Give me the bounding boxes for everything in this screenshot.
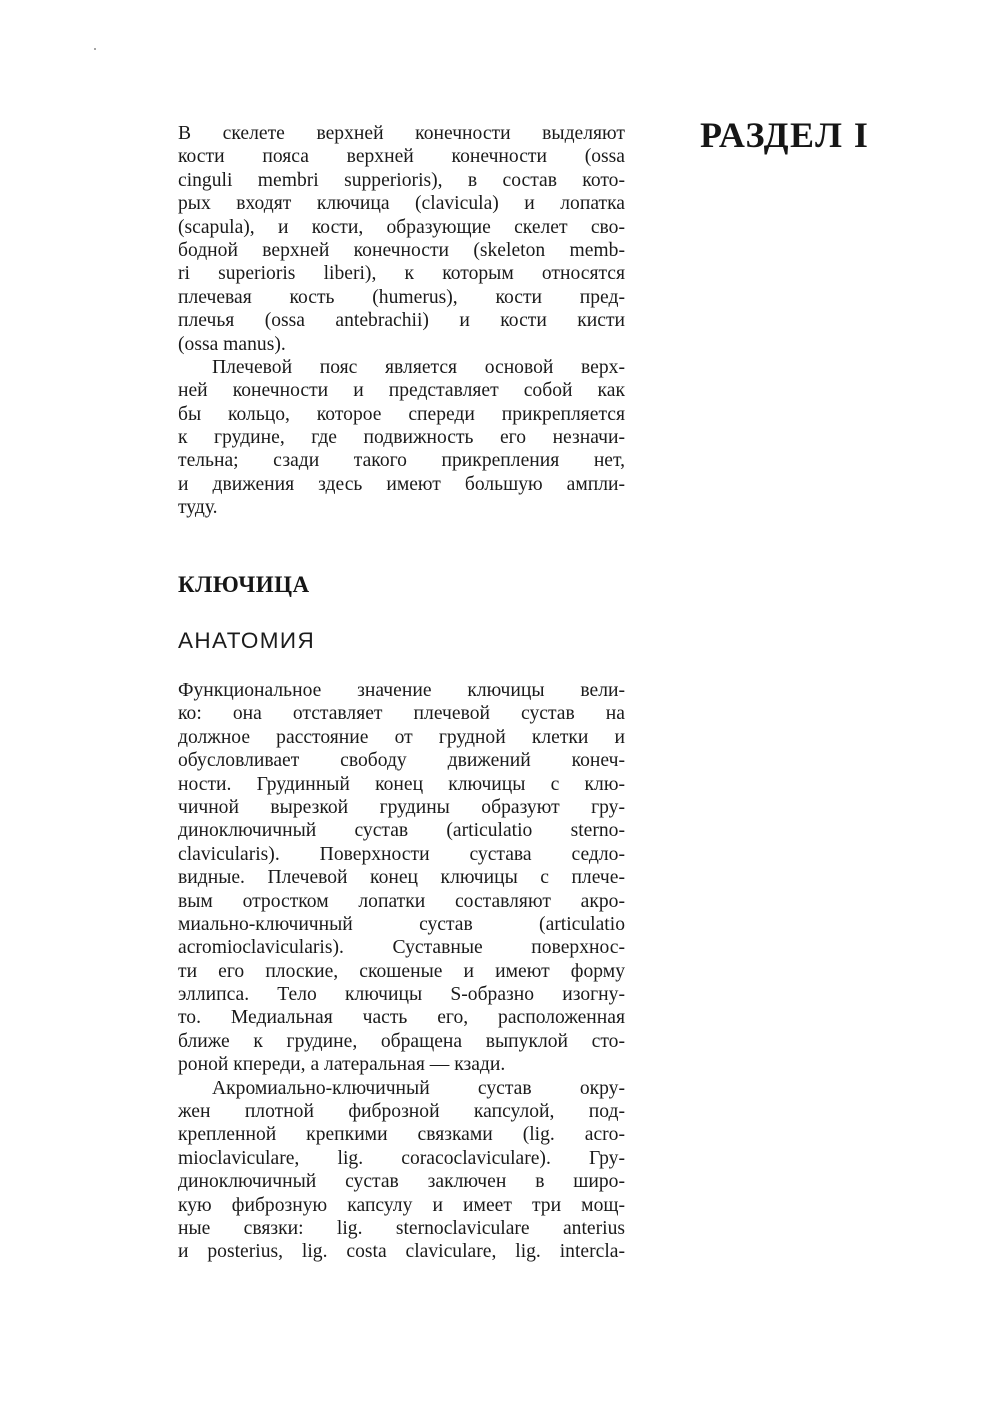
intro-paragraph-1	[178, 122, 625, 356]
text-line: плечья (ossa antebrachii) и кости кисти	[178, 310, 625, 332]
text-line: acromioclavicularis). Суставные поверхнос-	[178, 937, 625, 959]
text-line: Функциональное значение ключицы вели-	[178, 680, 625, 701]
text-line: то. Медиальная часть его, расположенная	[178, 1007, 625, 1029]
text-line: (scapula), и кости, образующие скелет сво-	[178, 216, 625, 238]
text-line: бодной верхней конечности (skeleton memb-	[178, 239, 625, 261]
text-line: роной кпереди, а латеральная — кзади.	[178, 1054, 506, 1076]
text-line: ближе к грудине, обращена выпуклой сто-	[178, 1030, 625, 1052]
text-line: плечевая кость (humerus), кости пред-	[178, 286, 625, 308]
text-line: диноключичный сустав заключен в широ-	[178, 1171, 625, 1193]
text-line: жен плотной фиброзной капсулой, под-	[178, 1101, 625, 1123]
text-line: миально-ключичный сустав (articulatio	[178, 913, 625, 935]
text-line: В скелете верхней конечности выделяют	[178, 123, 625, 144]
text-line: и движения здесь имеют большую ампли-	[178, 473, 625, 495]
section-title: РАЗДЕЛ I	[700, 115, 870, 155]
intro-paragraph-2	[178, 356, 625, 520]
text-line: Акромиально-ключичный сустав окру-	[212, 1077, 625, 1099]
text-line: ко: она отставляет плечевой сустав на	[178, 703, 625, 725]
text-line: mioclaviculare, lig. coracoclaviculare). Гру-	[178, 1147, 625, 1169]
text-line: эллипса. Тело ключицы S-образно изогну-	[178, 984, 625, 1006]
text-line: диноключичный сустав (articulatio sterno-	[178, 820, 625, 842]
text-line: ные связки: lig. sternoclaviculare anterius	[178, 1217, 625, 1239]
intro-text	[178, 122, 625, 520]
text-line: (ossa manus).	[178, 333, 286, 355]
text-line: кую фиброзную капсулу и имеет три мощ-	[178, 1194, 625, 1216]
text-line: ти его плоские, скошеные и имеют форму	[178, 960, 625, 982]
text-line: ности. Грудинный конец ключицы с клю-	[178, 773, 625, 795]
text-line: вым отростком лопатки составляют акро-	[178, 890, 625, 912]
body-text	[178, 679, 625, 1264]
text-line: и posterius, lig. costa claviculare, lig. intercla-	[178, 1241, 625, 1263]
text-line: clavicularis). Поверхности сустава седло-	[178, 843, 625, 865]
body-paragraph-2	[178, 1077, 625, 1264]
scan-speck	[94, 48, 96, 50]
text-line: бы кольцо, которое спереди прикрепляется	[178, 403, 625, 425]
text-line: крепленной крепкими связками (lig. acro-	[178, 1124, 625, 1146]
text-line: рых входят ключица (clavicula) и лопатка	[178, 193, 625, 215]
text-line: кости пояса верхней конечности (ossa	[178, 146, 625, 168]
text-line: Плечевой пояс является основой верх-	[212, 356, 625, 378]
text-line: должное расстояние от грудной клетки и	[178, 726, 625, 748]
text-line: ней конечности и представляет собой как	[178, 380, 625, 402]
text-line: ri superioris liberi), к которым относятся	[178, 263, 625, 285]
text-line: туду.	[178, 497, 218, 519]
subsection-heading: АНАТОМИЯ	[178, 628, 316, 653]
text-line: обусловливает свободу движений конеч-	[178, 750, 625, 772]
text-line: cinguli membri supperioris), в состав кото-	[178, 169, 625, 191]
text-line: к грудине, где подвижность его незначи-	[178, 427, 625, 449]
text-line: чичной вырезкой грудины образуют гру-	[178, 796, 625, 818]
text-line: видные. Плечевой конец ключицы с плече-	[178, 867, 625, 889]
text-line: тельна; сзади такого прикрепления нет,	[178, 450, 625, 472]
chapter-heading: КЛЮЧИЦА	[178, 572, 310, 597]
body-paragraph-1	[178, 679, 625, 1077]
